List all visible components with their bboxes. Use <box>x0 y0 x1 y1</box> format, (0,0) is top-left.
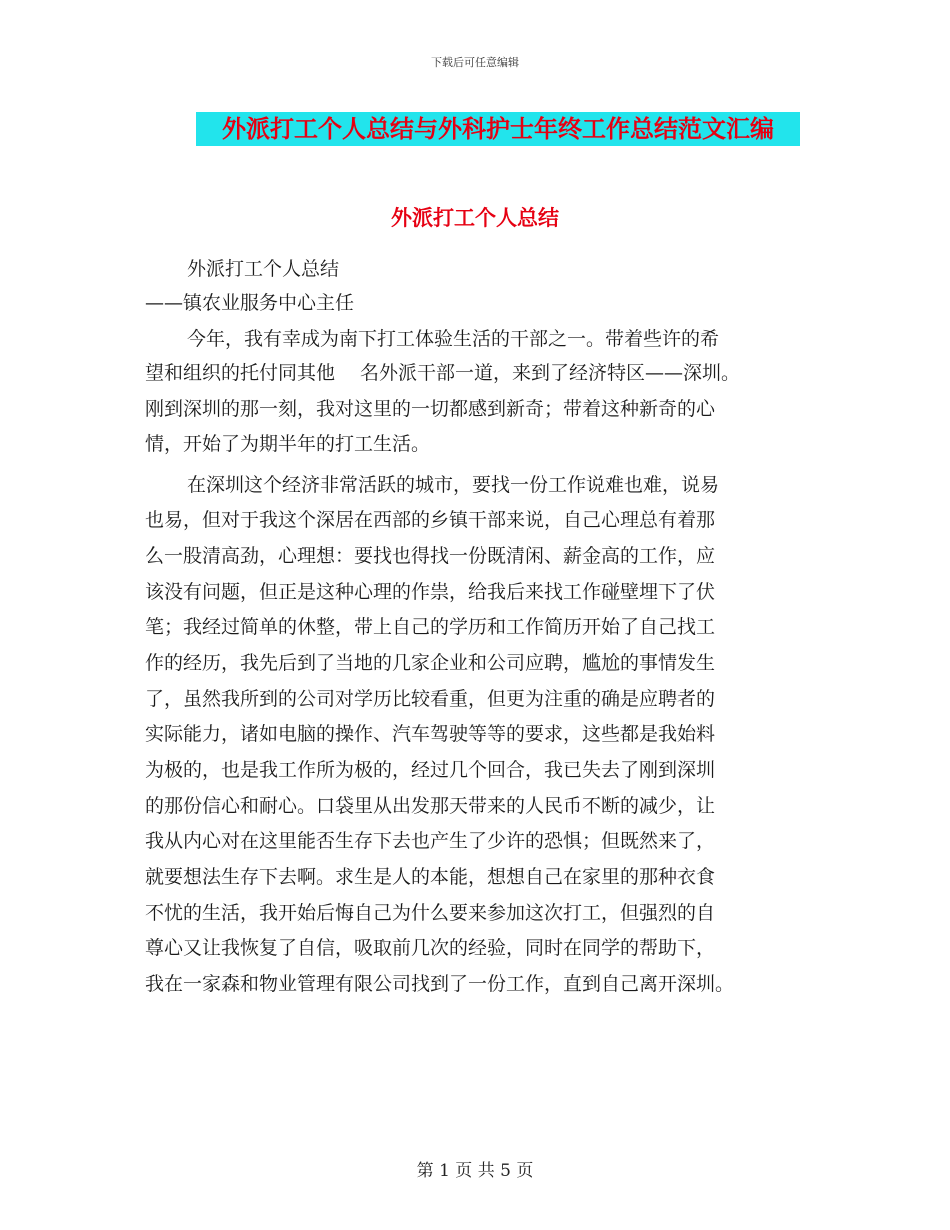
body-line: 么一股清高劲，心理想：要找也得找一份既清闲、薪金高的工作，应 <box>145 545 716 567</box>
body-line: 尊心又让我恢复了自信，吸取前几次的经验，同时在同学的帮助下， <box>145 937 716 959</box>
page-number-footer: 第 1 页 共 5 页 <box>416 1161 534 1181</box>
body-line: ——镇农业服务中心主任 <box>145 292 355 314</box>
body-line: 了，虽然我所到的公司对学历比较看重，但更为注重的确是应聘者的 <box>145 688 716 710</box>
body-line: 该没有问题，但正是这种心理的作祟，给我后来找工作碰壁埋下了伏 <box>145 581 716 603</box>
body-line: 作的经历，我先后到了当地的几家企业和公司应聘，尴尬的事情发生 <box>145 652 716 674</box>
body-line: 的那份信心和耐心。口袋里从出发那天带来的人民币不断的减少，让 <box>145 795 716 817</box>
body-line: 笔；我经过简单的休整，带上自己的学历和工作简历开始了自己找工 <box>145 616 716 638</box>
body-line: 望和组织的托付同其他 名外派干部一道，来到了经济特区——深圳。 <box>145 362 741 384</box>
section-title: 外派打工个人总结 <box>391 205 559 230</box>
body-line: 实际能力，诸如电脑的操作、汽车驾驶等等的要求，这些都是我始料 <box>145 723 716 745</box>
body-line: 我从内心对在这里能否生存下去也产生了少许的恐惧；但既然来了， <box>145 830 716 852</box>
body-line: 刚到深圳的那一刻，我对这里的一切都感到新奇；带着这种新奇的心 <box>145 398 716 420</box>
body-line: 为极的，也是我工作所为极的，经过几个回合，我已失去了刚到深圳 <box>145 759 716 781</box>
body-line: 就要想法生存下去啊。求生是人的本能，想想自己在家里的那种衣食 <box>145 866 716 888</box>
page-header-note: 下载后可任意编辑 <box>431 56 519 69</box>
body-line: 我在一家森和物业管理有限公司找到了一份工作，直到自己离开深圳。 <box>145 973 735 995</box>
body-line: 也易，但对于我这个深居在西部的乡镇干部来说，自己心理总有着那 <box>145 509 716 531</box>
body-line: 在深圳这个经济非常活跃的城市，要找一份工作说难也难，说易 <box>187 474 720 496</box>
body-line: 不忧的生活，我开始后悔自己为什么要来参加这次打工，但强烈的自 <box>145 902 716 924</box>
document-main-title: 外派打工个人总结与外科护士年终工作总结范文汇编 <box>196 112 800 146</box>
body-line: 外派打工个人总结 <box>187 258 340 280</box>
body-line: 今年，我有幸成为南下打工体验生活的干部之一。带着些许的希 <box>187 328 720 350</box>
body-line: 情，开始了为期半年的打工生活。 <box>145 433 431 455</box>
